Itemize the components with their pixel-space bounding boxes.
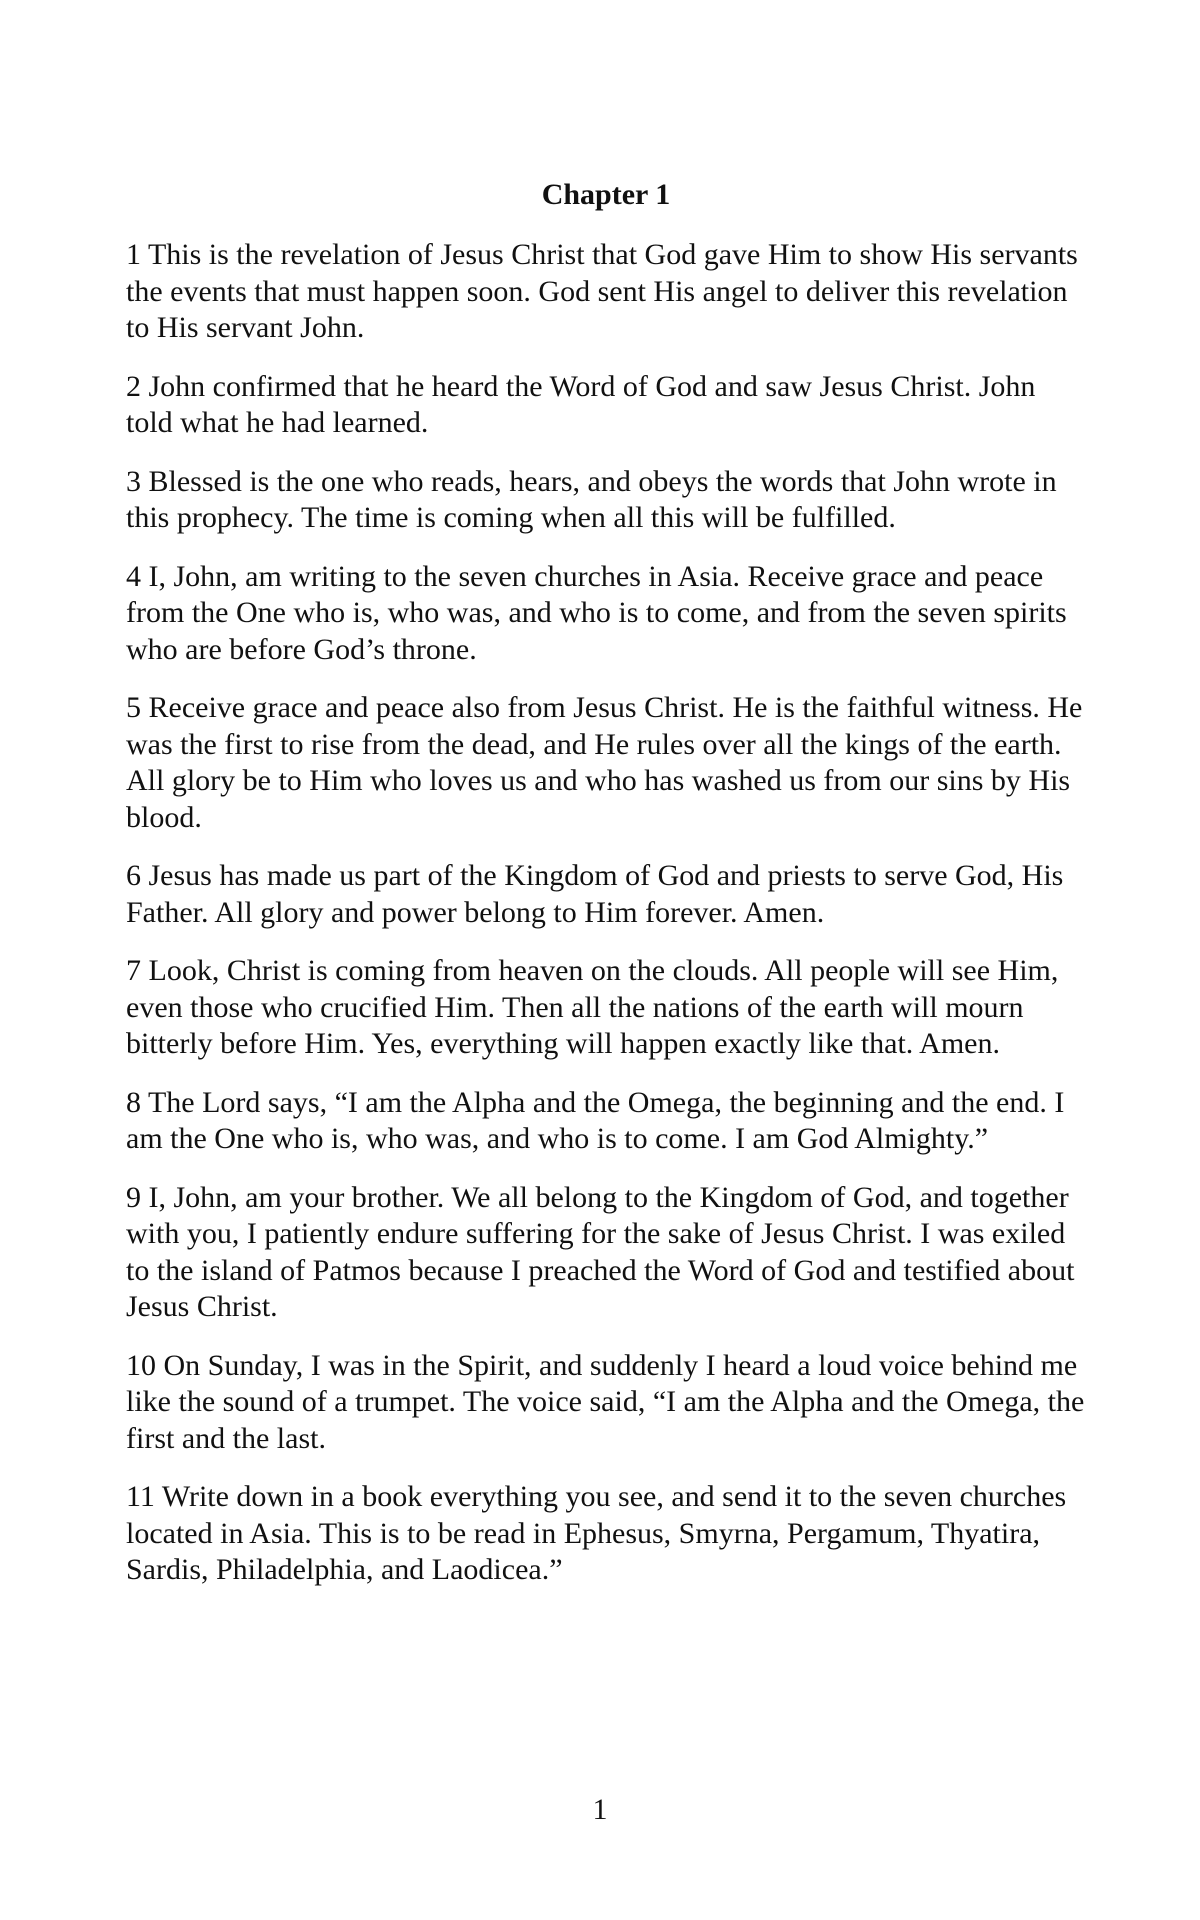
verse-9: 9 I, John, am your brother. We all belong to the Kingdom of God, and together with you, I patiently endure suffering for the sake of Jesus Christ. I was exiled to the island of Patmos because I preached the Word of God and testified about Jesus Christ. (126, 1180, 1075, 1323)
verse-5: 5 Receive grace and peace also from Jesus Christ. He is the faithful witness. He was the first to rise from the dead, and He rules over all the kings of the earth. All glory be to Him who loves us and who has washed us from our sins by His blood. (126, 691, 1083, 834)
verse-7: 7 Look, Christ is coming from heaven on the clouds. All people will see Him, even those who crucified Him. Then all the nations of the earth will mourn bitterly before Him. Yes, everything will happen exactly like that. Amen. (126, 954, 1059, 1060)
verse-6: 6 Jesus has made us part of the Kingdom of God and priests to serve God, His Father. All glory and power belong to Him forever. Amen. (126, 859, 1064, 929)
verse-11: 11 Write down in a book everything you see, and send it to the seven churches located in Asia. This is to be read in Ephesus, Smyrna, Pergamum, Thyatira, Sardis, Philadelphia, and Laodicea.” (126, 1480, 1067, 1586)
verse-4: 4 I, John, am writing to the seven churches in Asia. Receive grace and peace from the One who is, who was, and who is to come, and from the seven spirits who are before God’s throne. (126, 559, 1067, 666)
document-page (126, 175, 1086, 1611)
verse-10: 10 On Sunday, I was in the Spirit, and suddenly I heard a loud voice behind me like the sound of a trumpet. The voice said, “I am the Alpha and the Omega, the first and the last. (126, 1348, 1085, 1455)
verse-3: 3 Blessed is the one who reads, hears, and obeys the words that John wrote in this prophecy. The time is coming when all this will be fulfilled. (126, 464, 1057, 534)
verse-2: 2 John confirmed that he heard the Word of God and saw Jesus Christ. John told what he had learned. (126, 369, 1036, 439)
page-number: 1 (592, 1793, 608, 1826)
chapter-title: Chapter 1 (541, 178, 671, 211)
verse-1: 1 This is the revelation of Jesus Christ that God gave Him to show His servants the events that must happen soon. God sent His angel to deliver this revelation to His servant John. (126, 238, 1078, 344)
verse-8: 8 The Lord says, “I am the Alpha and the Omega, the beginning and the end. I am the One who is, who was, and who is to come. I am God Almighty.” (126, 1085, 1065, 1155)
